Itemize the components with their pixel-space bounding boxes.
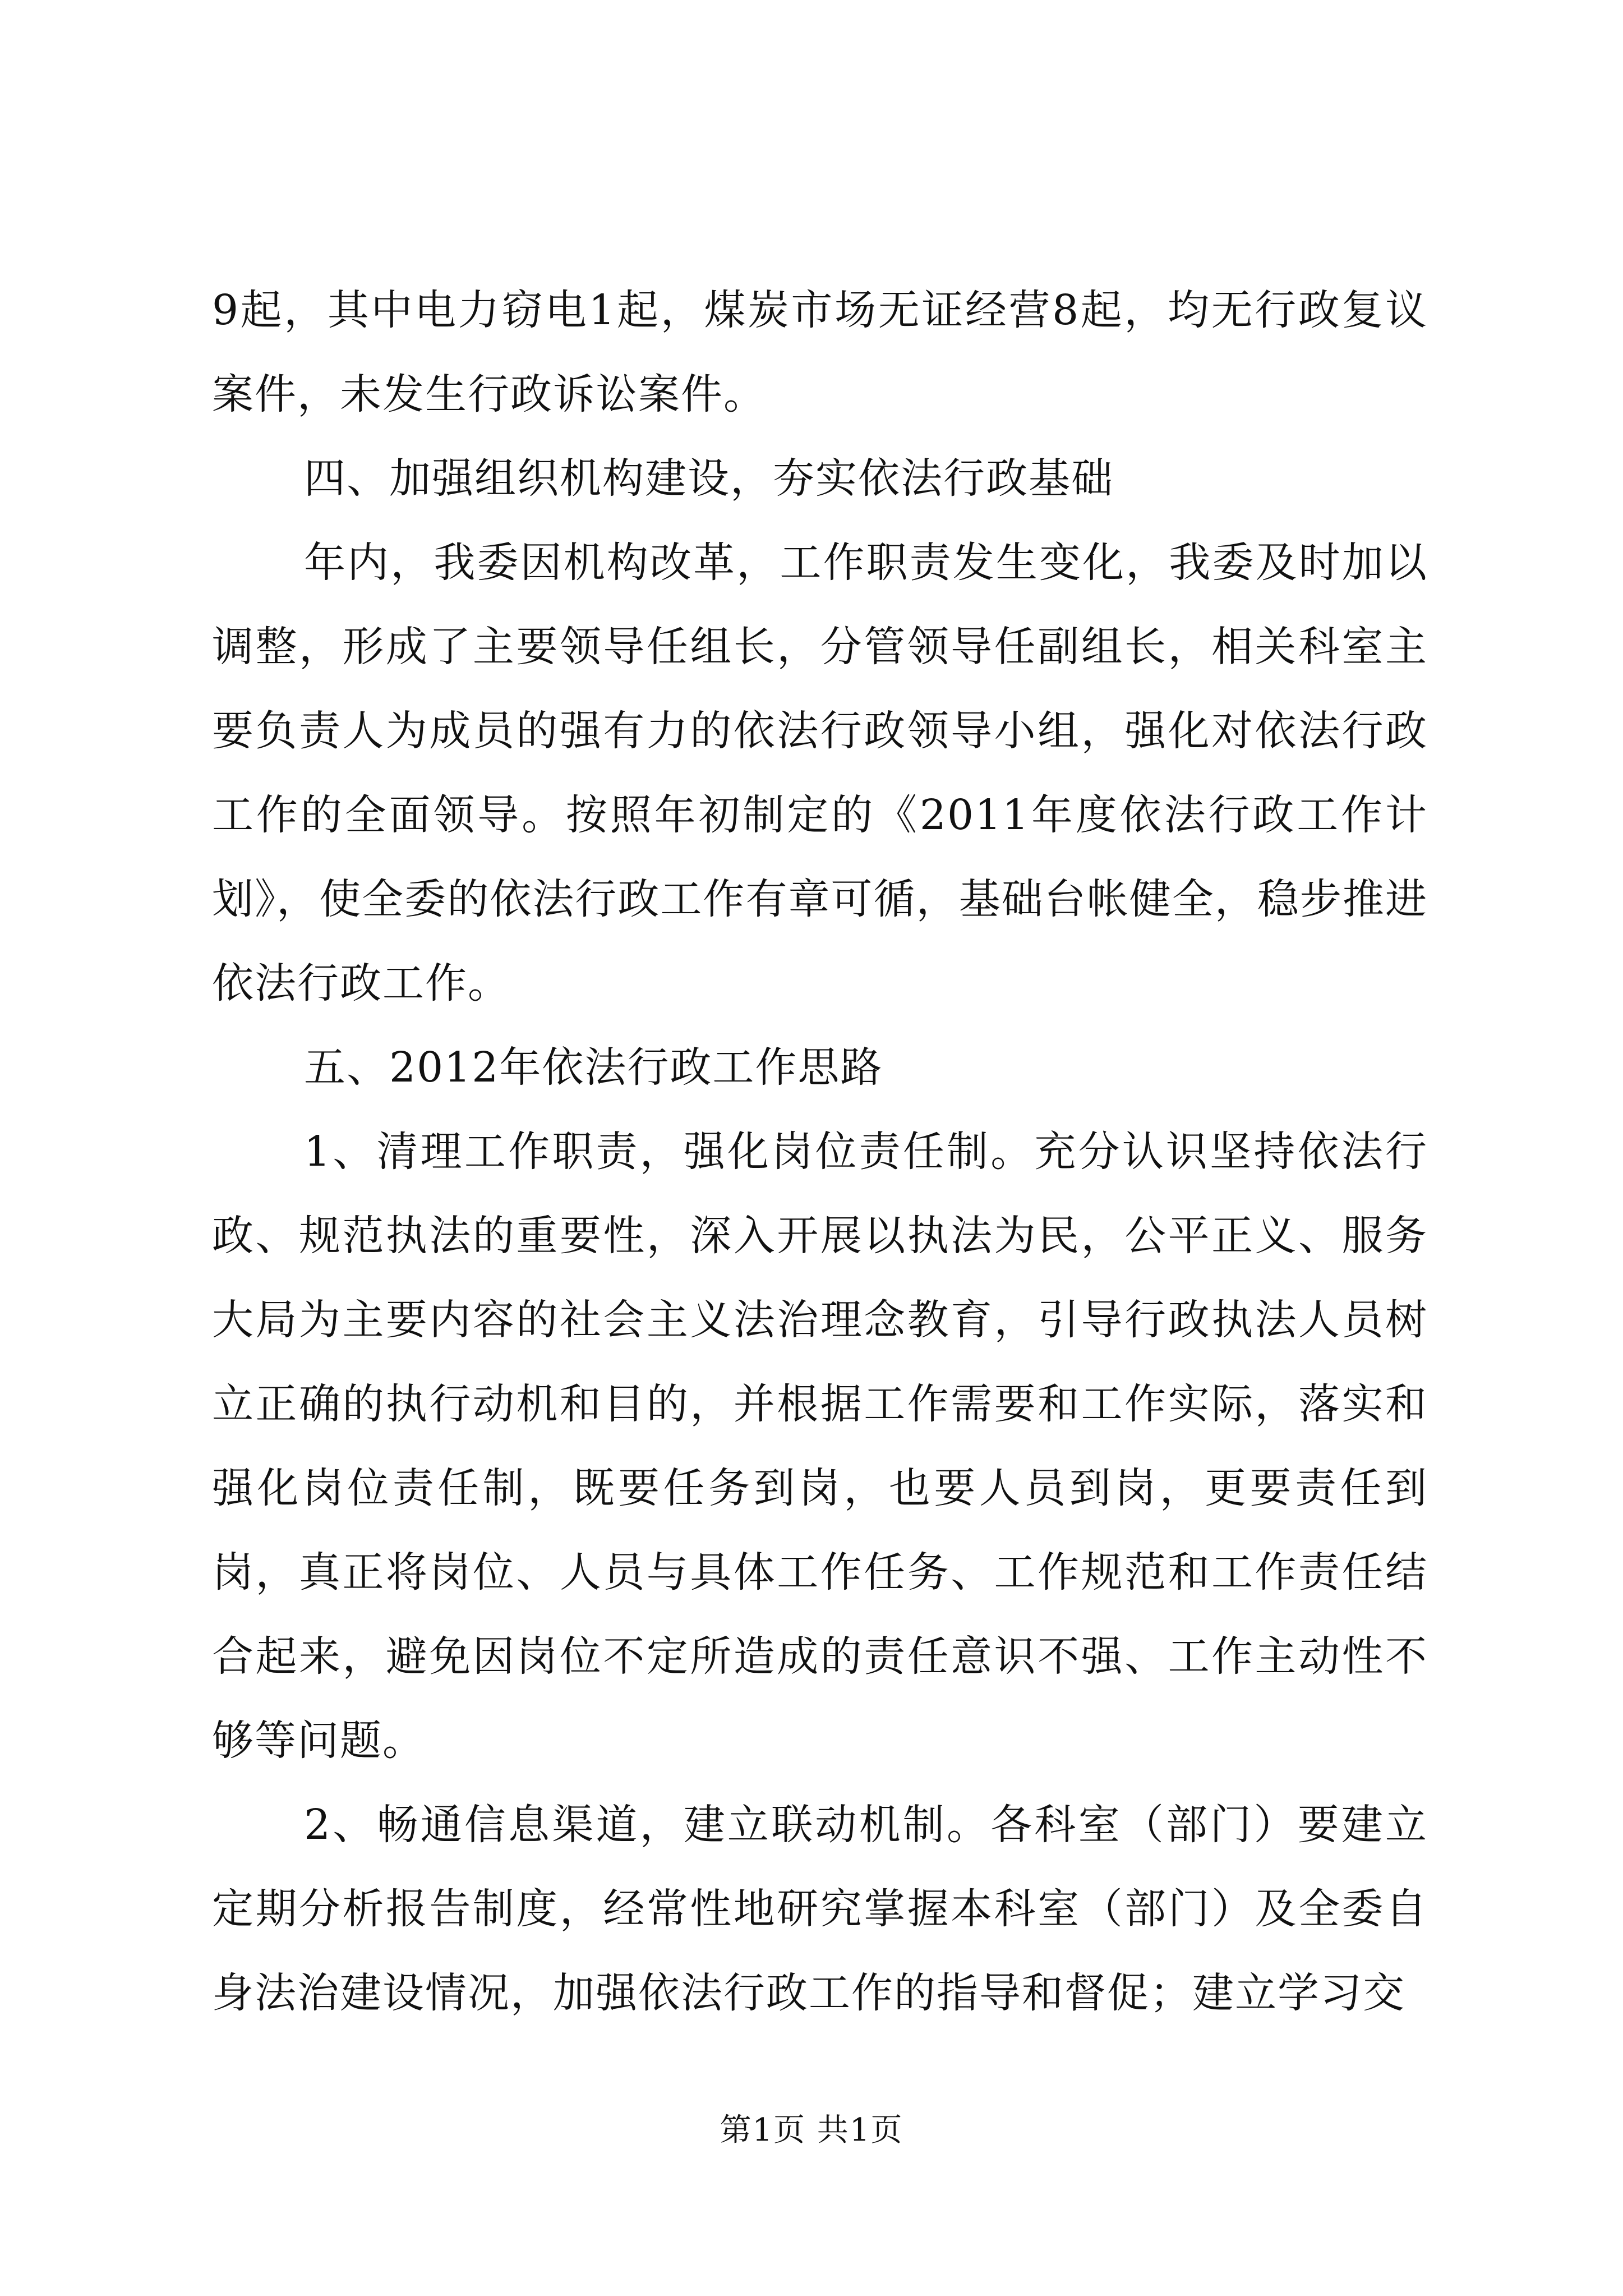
paragraph-item-1: 1、清理工作职责，强化岗位责任制。充分认识坚持依法行政、规范执法的重要性，深入开展以执法为民，公平正义、服务大局为主要内容的社会主义法治理念教育，引导行政执法人员树立正确的执行动机和目的，并根据工作需要和工作实际，落实和强化岗位责任制，既要任务到岗，也要人员到岗，更要责任到岗，真正将岗位、人员与具体工作任务、工作规范和工作责任结合起来，避免因岗位不定所造成的责任意识不强、工作主动性不够等问题。 xyxy=(212,1128,1428,1765)
document-body xyxy=(212,268,1428,2035)
page-footer: 第1页 共1页 xyxy=(720,2112,903,2148)
paragraph-case-summary: 9起，其中电力窃电1起，煤炭市场无证经营8起，均无行政复议案件，未发生行政诉讼案件。 xyxy=(212,286,1428,418)
paragraph-organization: 年内，我委因机构改革，工作职责发生变化，我委及时加以调整，形成了主要领导任组长，分管领导任副组长，相关科室主要负责人为成员的强有力的依法行政领导小组，强化对依法行政工作的全面领导。按照年初制定的《2011年度依法行政工作计划》，使全委的依法行政工作有章可循，基础台帐健全，稳步推进依法行政工作。 xyxy=(212,539,1428,1007)
section-heading-5: 五、2012年依法行政工作思路 xyxy=(304,1043,883,1092)
paragraph-item-2: 2、畅通信息渠道，建立联动机制。各科室（部门）要建立定期分析报告制度，经常性地研究掌握本科室（部门）及全委自身法治建设情况，加强依法行政工作的指导和督促；建立学习交 xyxy=(212,1801,1428,2017)
section-heading-4: 四、加强组织机构建设，夯实依法行政基础 xyxy=(304,454,1114,503)
